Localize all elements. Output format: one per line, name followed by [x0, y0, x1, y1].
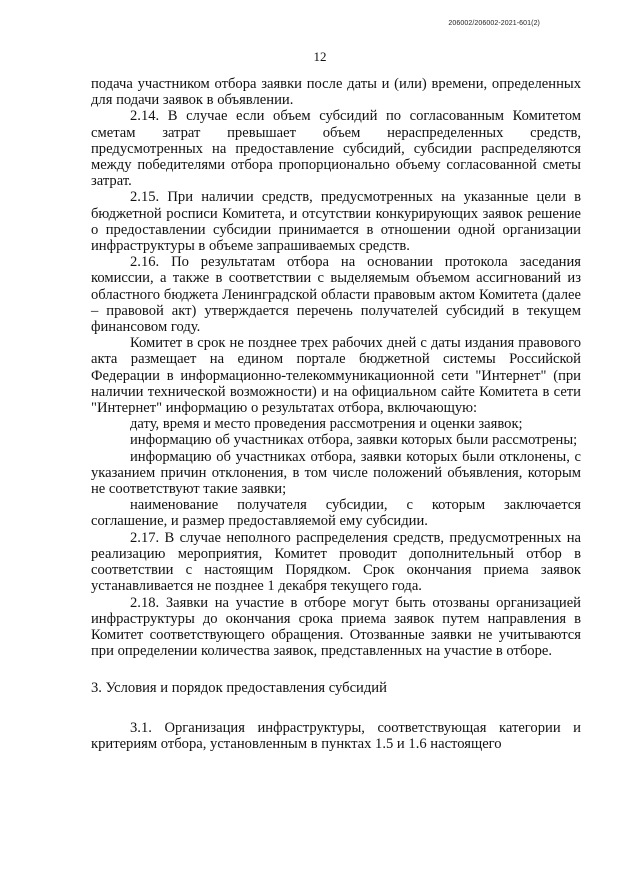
document-body	[91, 76, 581, 752]
list-item-date-time-place: дату, время и место проведения рассмотрения и оценки заявок;	[130, 416, 523, 433]
list-item-recipient-name: наименование получателя субсидии, с которым заключается соглашение, и размер предоставляемой ему субсидии.	[91, 497, 581, 530]
section-heading: 3. Условия и порядок предоставления субсидий	[91, 680, 387, 697]
paragraph-continuation: подача участником отбора заявки после даты и (или) времени, определенных для подачи заявок в объявлении.	[91, 76, 581, 109]
list-item-participants-reviewed: информацию об участниках отбора, заявки которых были рассмотрены;	[130, 432, 578, 449]
page-number: 12	[313, 49, 327, 64]
document-id: 206002/206002-2021-601(2)	[448, 20, 540, 27]
paragraph-2-15: 2.15. При наличии средств, предусмотренных на указанные цели в бюджетной росписи Комитета, и отсутствии конкурирующих заявок решение о предоставлении субсидии принимается в отношении одной организации инфраструктуры в объеме запрашиваемых средств.	[91, 189, 581, 255]
paragraph-3-1: 3.1. Организация инфраструктуры, соответствующая категории и критериям отбора, установленным в пунктах 1.5 и 1.6 настоящего	[91, 719, 581, 752]
paragraph-2-17: 2.17. В случае неполного распределения средств, предусмотренных на реализацию мероприятия, Комитет проводит дополнительный отбор в соответствии с настоящим Порядком. Срок окончания приема заявок устанавливается не позднее 1 декабря текущего года.	[91, 529, 581, 595]
paragraph-committee-publication: Комитет в срок не позднее трех рабочих дней с даты издания правового акта размещает на едином портале бюджетной системы Российской Федерации в информационно-телекоммуникационной сети "Интернет" (при наличии технической возможности) и на официальном сайте Комитета в сети "Интернет" информацию о результатах отбора, включающую:	[91, 335, 581, 417]
list-item-participants-rejected: информацию об участниках отбора, заявки которых были отклонены, с указанием причин отклонения, в том числе положений объявления, которым не соответствуют такие заявки;	[91, 448, 581, 498]
paragraph-2-16: 2.16. По результатам отбора на основании протокола заседания комиссии, а также в соответствии с выделяемым объемом ассигнований из областного бюджета Ленинградской области правовым актом Комитета (далее – правовой акт) утверждается перечень получателей субсидий в текущем финансовом году.	[91, 254, 581, 336]
paragraph-2-18: 2.18. Заявки на участие в отборе могут быть отозваны организацией инфраструктуры до окончания срока приема заявок путем направления в Комитет соответствующего обращения. Отозванные заявки не учитываются при определении количества заявок, представленных на участие в отборе.	[91, 594, 581, 660]
paragraph-2-14: 2.14. В случае если объем субсидий по согласованным Комитетом сметам затрат превышает объем нераспределенных средств, предусмотренных на предоставление субсидий, субсидии распределяются между победителями отбора пропорционально объему согласованной сметы затрат.	[91, 108, 581, 190]
